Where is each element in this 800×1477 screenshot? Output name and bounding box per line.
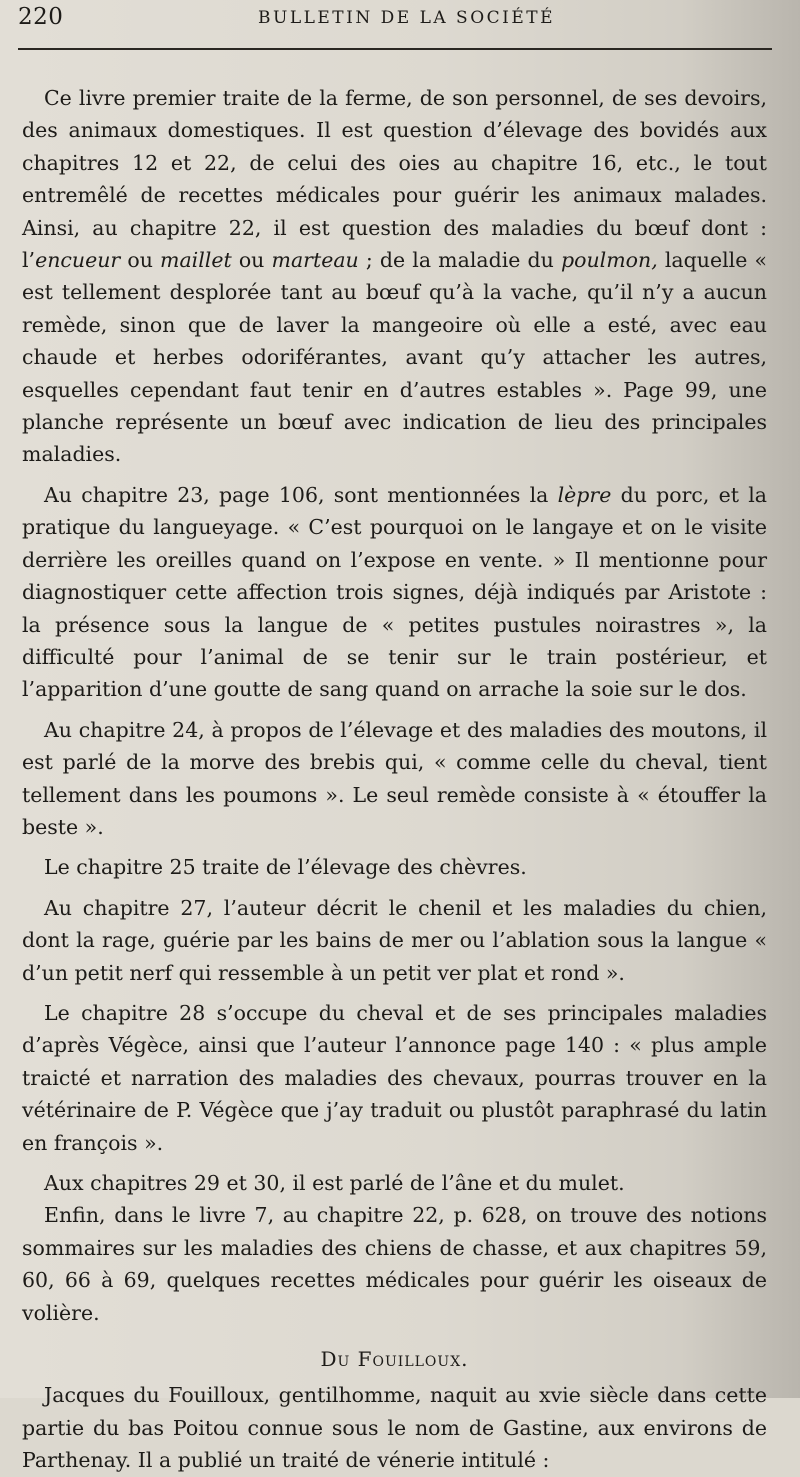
- paragraph-5: [22, 892, 767, 989]
- text-run: Au chapitre 24, à propos de l’élevage et des maladies des moutons, il est parlé de la morve des brebis qui, « comme celle du cheval, tient tellement dans les poumons ». Le seul remède consiste à « étouffer la beste ».: [22, 717, 767, 839]
- text-run: Le chapitre 28 s’occupe du cheval et de ses principales maladies d’après Végèce, ainsi que l’auteur l’annonce page 140 : « plus ample traicté et narration des maladies des chevaux, pourras trouver en la vétérinaire de P. Végèce que j’ay traduit ou plustôt paraphrasé du latin en françois ».: [22, 1000, 767, 1155]
- paragraph-9: Jacques du Fouilloux, gentilhomme, naquit au xvie siècle dans cette partie du bas Poitou connue sous le nom de Gastine, aux environs de Parthenay. Il a publié un traité de vénerie intitulé :: [22, 1383, 767, 1473]
- italic-term: encueur: [35, 248, 121, 273]
- paragraph-6: [22, 997, 767, 1159]
- page-header: [18, 2, 770, 36]
- page-number: 220: [18, 4, 64, 30]
- text-run: Ce livre premier traite de la ferme, de son personnel, de ses devoirs, des animaux domestiques. Il est question d’élevage des bovidés aux chapitres 12 et 22, de celui des oies au chapitre 16, etc., le tout entremêlé de recettes médicales pour guérir les animaux malades. Ainsi, au chapitre 22, il est question des maladies du bœuf dont : l’: [22, 86, 767, 273]
- text-run: Enfin, dans le livre 7, au chapitre 22, p. 628, on trouve des notions sommaires sur les maladies des chiens de chasse, et aux chapitres 59, 60, 66 à 69, quelques recettes médicales pour guérir les oiseaux de volière.: [22, 1203, 767, 1325]
- italic-term: maillet: [160, 248, 232, 273]
- italic-term: poulmon,: [561, 248, 658, 273]
- paragraph-3: [22, 714, 767, 844]
- running-head: BULLETIN DE LA SOCIÉTÉ: [258, 8, 556, 28]
- text-run: laquelle « est tellement desplorée tant au bœuf qu’à la vache, qu’il n’y a aucun remède, sinon que de laver la mangeoire où elle a esté, avec eau chaude et herbes odoriférantes, avant qu’y attacher les autres, esquelles cependant faut tenir en d’autres estables ». Page 99, une planche représente un bœuf avec indication de lieu des principales maladies.: [22, 248, 767, 467]
- paragraph-7: [22, 1167, 767, 1199]
- text-run: Au chapitre 23, page 106, sont mentionnées la: [44, 482, 558, 507]
- paragraph-1: [22, 82, 767, 471]
- text-run: Le chapitre 25 traite de l’élevage des chèvres.: [44, 855, 527, 880]
- italic-term: lèpre: [557, 482, 612, 507]
- text-run: Au chapitre 27, l’auteur décrit le chenil et les maladies du chien, dont la rage, guérie par les bains de mer ou l’ablation sous la langue « d’un petit nerf qui ressemble à un petit ver plat et rond ».: [22, 895, 767, 985]
- section-title: Du Fouilloux.: [320, 1347, 469, 1372]
- text-run: du porc, et la pratique du langueyage. « C’est pourquoi on le langaye et on le visite derrière les oreilles quand on l’expose en vente. » Il mentionne pour diagnostiquer cette affection trois signes, déjà indiqués par Aristote : la présence sous la langue de « petites pustules noirastres », la difficulté pour l’animal de se tenir sur le train postérieur, et l’apparition d’une goutte de sang quand on arrache la soie sur le dos.: [22, 482, 767, 702]
- text-run: ou: [120, 248, 161, 273]
- header-rule: [18, 48, 772, 50]
- body-text: [22, 82, 767, 1477]
- paragraph-4: [22, 851, 767, 883]
- paragraph-8: [22, 1199, 767, 1329]
- text-run: ou: [231, 248, 272, 273]
- text-run: ; de la maladie du: [358, 248, 561, 273]
- italic-term: marteau: [271, 248, 359, 273]
- paragraph-2: [22, 479, 767, 706]
- text-run: Aux chapitres 29 et 30, il est parlé de l’âne et du mulet.: [44, 1171, 625, 1195]
